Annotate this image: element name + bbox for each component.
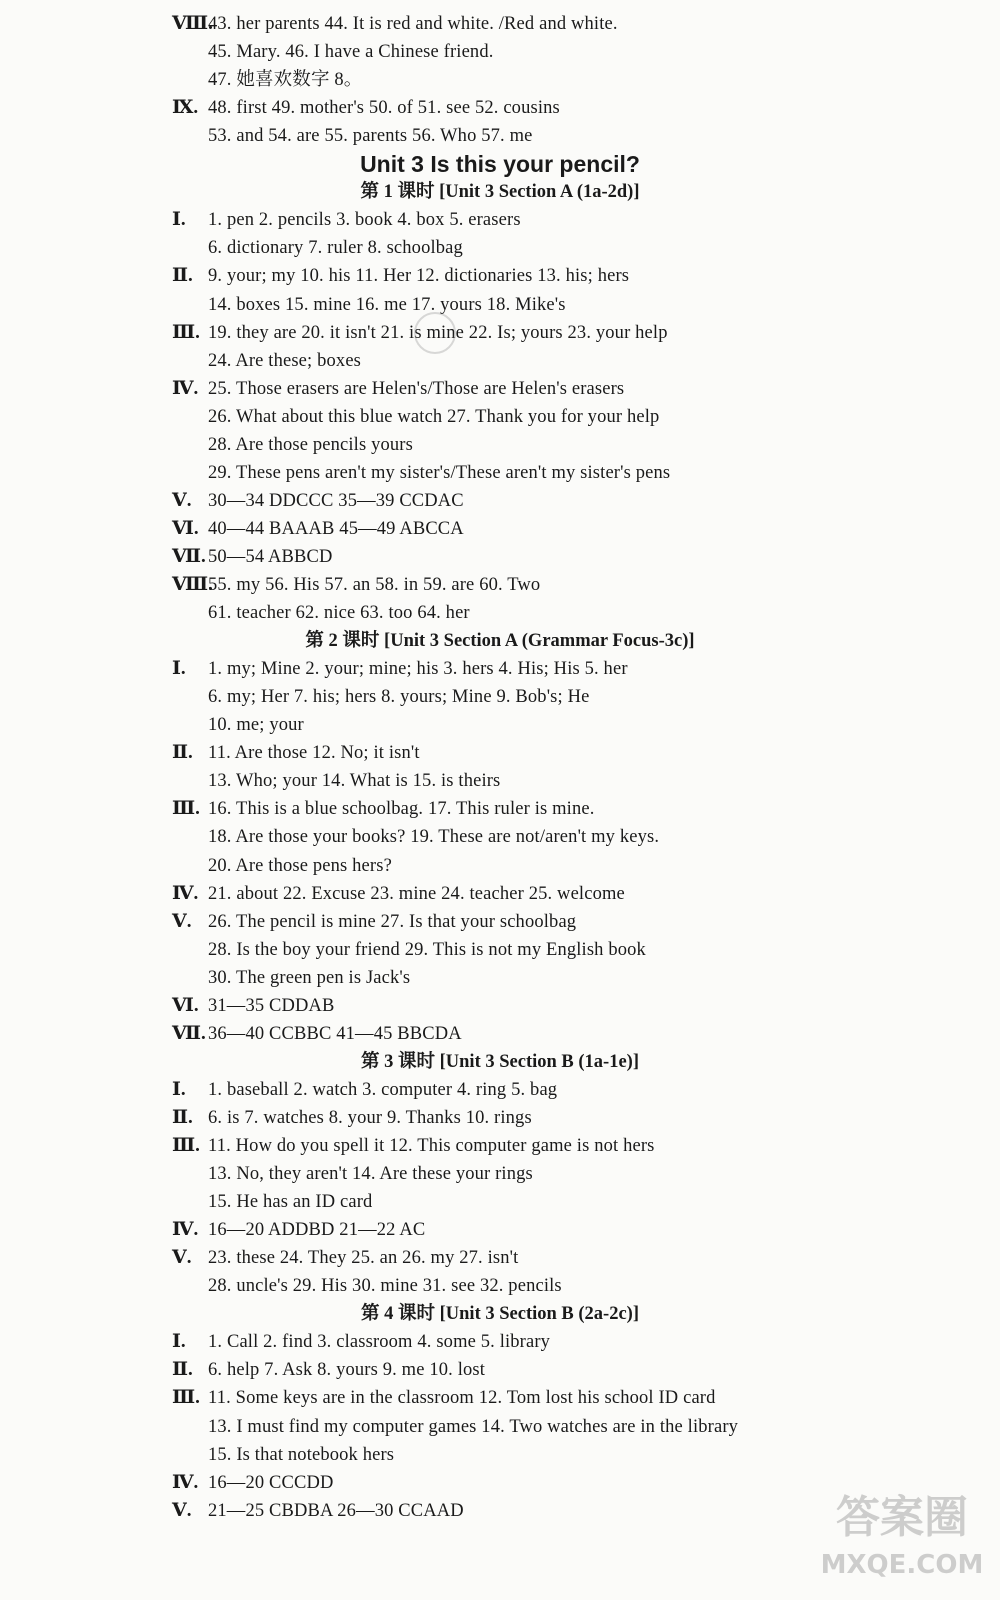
answer-line: 1. my; Mine 2. your; mine; his 3. hers 4. His; His 5. her xyxy=(208,659,628,680)
answer-line: 1. baseball 2. watch 3. computer 4. ring 5. bag xyxy=(208,1079,558,1100)
section-numeral: Ⅳ. xyxy=(172,882,199,904)
answer-line: 48. first 49. mother's 50. of 51. see 52. cousins xyxy=(208,98,560,119)
answer-line: 45. Mary. 46. I have a Chinese friend. xyxy=(208,42,494,63)
answer-line: 43. her parents 44. It is red and white. /Red and white. xyxy=(208,14,618,34)
section-numeral: Ⅴ. xyxy=(172,1247,192,1269)
unit-title: Unit 3 Is this your pencil? xyxy=(360,151,640,178)
section-numeral: Ⅲ. xyxy=(172,1387,200,1409)
answer-line: 16—20 CCCDD xyxy=(208,1472,334,1493)
answer-line: 16. This is a blue schoolbag. 17. This ruler is mine. xyxy=(208,799,595,820)
answer-line: 13. No, they aren't 14. Are these your rings xyxy=(208,1164,533,1185)
lesson-title: 第 1 课时 [Unit 3 Section A (1a-2d)] xyxy=(360,182,640,203)
section-numeral: Ⅳ. xyxy=(172,1219,199,1241)
answer-line: 61. teacher 62. nice 63. too 64. her xyxy=(208,603,470,624)
answer-line: 23. these 24. They 25. an 26. my 27. isn't xyxy=(208,1248,519,1269)
section-numeral: Ⅱ. xyxy=(172,1359,193,1381)
answer-line: 30—34 DDCCC 35—39 CCDAC xyxy=(208,490,464,511)
answer-line: 10. me; your xyxy=(208,715,304,736)
section-numeral: Ⅴ. xyxy=(172,1499,192,1521)
answer-line: 11. How do you spell it 12. This computer game is not hers xyxy=(208,1136,655,1156)
answer-line: 11. Are those 12. No; it isn't xyxy=(208,743,420,764)
answer-line: 25. Those erasers are Helen's/Those are Helen's erasers xyxy=(208,378,625,399)
section-numeral: Ⅲ. xyxy=(172,1135,200,1156)
answer-line: 31—35 CDDAB xyxy=(208,995,335,1016)
section-numeral: Ⅴ. xyxy=(172,489,192,511)
section-numeral: Ⅵ. xyxy=(172,994,199,1016)
answer-line: 16—20 ADDBD 21—22 AC xyxy=(208,1220,426,1241)
answer-line: 47. 她喜欢数字 8。 xyxy=(208,70,363,91)
answer-line: 20. Are those pens hers? xyxy=(208,855,392,876)
section-numeral: Ⅶ. xyxy=(172,1022,206,1044)
section-numeral: Ⅰ. xyxy=(172,658,186,680)
faded-stamp-mark xyxy=(414,312,456,354)
answer-line: 26. The pencil is mine 27. Is that your schoolbag xyxy=(208,911,577,932)
section-numeral: Ⅵ. xyxy=(172,517,199,539)
section-numeral: Ⅲ. xyxy=(172,798,200,820)
answer-line: 55. my 56. His 57. an 58. in 59. are 60. Two xyxy=(208,575,541,595)
watermark-url: MXQE.COM xyxy=(820,1550,984,1580)
answer-line: 28. uncle's 29. His 30. mine 31. see 32. pencils xyxy=(208,1276,562,1297)
answer-line: 6. dictionary 7. ruler 8. schoolbag xyxy=(208,238,463,259)
answer-line: 13. Who; your 14. What is 15. is theirs xyxy=(208,771,501,792)
answer-line: 1. Call 2. find 3. classroom 4. some 5. library xyxy=(208,1332,551,1353)
section-numeral: Ⅳ. xyxy=(172,377,199,399)
answer-line: 6. help 7. Ask 8. yours 9. me 10. lost xyxy=(208,1360,486,1381)
answer-line: 26. What about this blue watch 27. Thank you for your help xyxy=(208,406,660,427)
section-numeral: Ⅷ. xyxy=(172,13,213,34)
section-numeral: Ⅰ. xyxy=(172,1331,186,1353)
answer-line: 29. These pens aren't my sister's/These aren't my sister's pens xyxy=(208,462,671,483)
answer-line: 30. The green pen is Jack's xyxy=(208,967,411,988)
answer-line: 14. boxes 15. mine 16. me 17. yours 18. Mike's xyxy=(208,294,566,315)
lesson-title: 第 2 课时 [Unit 3 Section A (Grammar Focus-3c)] xyxy=(305,631,695,652)
answer-line: 13. I must find my computer games 14. Two watches are in the library xyxy=(208,1416,739,1437)
site-watermark xyxy=(812,1488,992,1588)
answer-line: 19. they are 20. it isn't 21. is mine 22. Is; yours 23. your help xyxy=(208,322,668,343)
answer-line: 21—25 CBDBA 26—30 CCAAD xyxy=(208,1500,464,1521)
answer-line: 24. Are these; boxes xyxy=(208,350,362,371)
answer-line: 53. and 54. are 55. parents 56. Who 57. me xyxy=(208,126,533,147)
answer-line: 11. Some keys are in the classroom 12. Tom lost his school ID card xyxy=(208,1388,716,1409)
answer-line: 1. pen 2. pencils 3. book 4. box 5. erasers xyxy=(208,210,521,231)
section-numeral: Ⅱ. xyxy=(172,1106,193,1128)
answer-line: 6. my; Her 7. his; hers 8. yours; Mine 9. Bob's; He xyxy=(208,687,590,708)
answer-line: 9. your; my 10. his 11. Her 12. dictionaries 13. his; hers xyxy=(208,266,630,287)
answer-line: 50—54 ABBCD xyxy=(208,546,333,567)
section-numeral: Ⅱ. xyxy=(172,742,193,764)
answer-line: 15. Is that notebook hers xyxy=(208,1444,395,1465)
section-numeral: Ⅷ. xyxy=(172,574,213,595)
section-numeral: Ⅰ. xyxy=(172,209,186,231)
answer-line: 28. Is the boy your friend 29. This is not my English book xyxy=(208,939,646,960)
answer-line: 18. Are those your books? 19. These are not/aren't my keys. xyxy=(208,827,660,848)
watermark-logo-text: 答案圈 xyxy=(836,1492,968,1543)
answer-line: 40—44 BAAAB 45—49 ABCCA xyxy=(208,518,464,539)
lesson-title: 第 3 课时 [Unit 3 Section B (1a-1e)] xyxy=(361,1051,639,1072)
answer-line: 36—40 CCBBC 41—45 BBCDA xyxy=(208,1023,462,1044)
section-numeral: Ⅳ. xyxy=(172,1471,199,1493)
answer-line: 21. about 22. Excuse 23. mine 24. teacher 25. welcome xyxy=(208,883,625,904)
section-numeral: Ⅰ. xyxy=(172,1078,186,1100)
answer-line: 28. Are those pencils yours xyxy=(208,434,413,455)
section-numeral: Ⅱ. xyxy=(172,265,193,287)
answer-line: 6. is 7. watches 8. your 9. Thanks 10. rings xyxy=(208,1107,532,1128)
answer-line: 15. He has an ID card xyxy=(208,1192,373,1213)
section-numeral: Ⅲ. xyxy=(172,321,200,343)
lesson-title: 第 4 课时 [Unit 3 Section B (2a-2c)] xyxy=(361,1304,639,1325)
section-numeral: Ⅸ. xyxy=(172,97,199,119)
section-numeral: Ⅶ. xyxy=(172,545,206,567)
section-numeral: Ⅴ. xyxy=(172,910,192,932)
